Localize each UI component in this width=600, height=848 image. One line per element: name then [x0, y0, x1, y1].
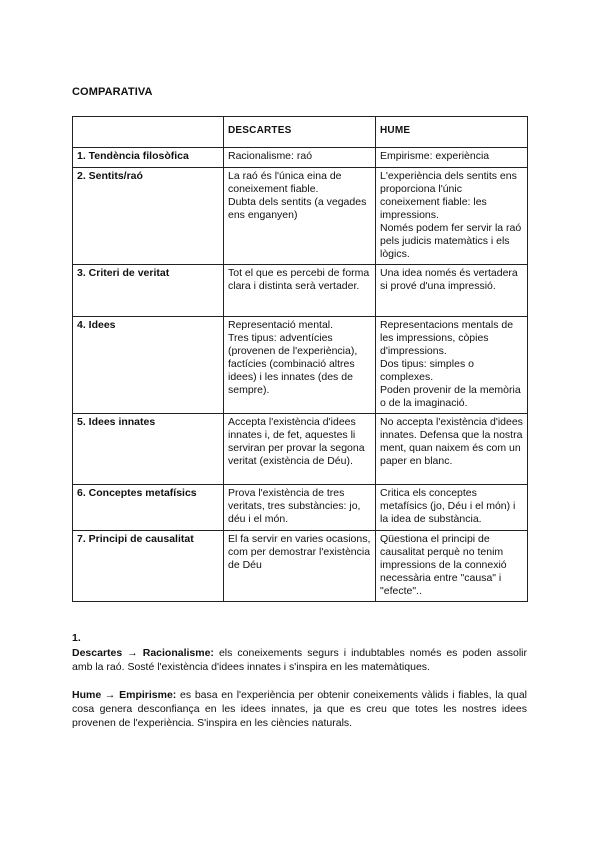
table-row	[73, 317, 528, 414]
hume-text: es basa en l'experiència per obtenir coneixements vàlids i fiables, la qual cosa genera desconfiança en les idees innates, ja que es creu que totes les nostres idees provenen de l'experiència. S'inspira en les ciències naturals.	[72, 689, 527, 729]
header-empty-cell	[73, 117, 224, 148]
descartes-cell: Representació mental. Tres tipus: adventícies (provenen de l'experiència), factícies (combinació altres idees) i les innates (des de sempre).	[224, 317, 376, 414]
hume-paragraph	[72, 688, 527, 730]
criterion-cell: 2. Sentits/raó	[73, 168, 224, 265]
descartes-lead: Descartes → Racionalisme:	[72, 647, 214, 659]
hume-cell: Representacions mentals de les impressions, còpies d'impressions. Dos tipus: simples o complexes. Poden provenir de la memòria o de la imaginació.	[376, 317, 528, 414]
table-row	[73, 168, 528, 265]
hume-cell: Empirisme: experiència	[376, 148, 528, 168]
criterion-cell: 6. Conceptes metafísics	[73, 485, 224, 531]
comparison-table	[72, 116, 528, 602]
descartes-cell: Racionalisme: raó	[224, 148, 376, 168]
header-descartes: DESCARTES	[224, 117, 376, 148]
hume-cell: Qüestiona el principi de causalitat perquè no tenim impressions de la connexió necessària entre "causa" i "efecte"..	[376, 531, 528, 602]
descartes-cell: Accepta l'existència d'idees innates i, de fet, aquestes li serviran per provar la segona veritat (existència de Déu).	[224, 414, 376, 485]
hume-cell: Una idea només és vertadera si prové d'una impressió.	[376, 265, 528, 317]
header-hume: HUME	[376, 117, 528, 148]
descartes-text: els coneixements segurs i indubtables només es poden assolir amb la raó. Sosté l'existència d'idees innates i s'inspira en les matemàtiques.	[72, 647, 527, 673]
hume-cell: Critica els conceptes metafísics (jo, Déu i el món) i la idea de substància.	[376, 485, 528, 531]
descartes-cell: Tot el que es percebi de forma clara i distinta serà vertader.	[224, 265, 376, 317]
table-row	[73, 531, 528, 602]
descartes-paragraph	[72, 646, 527, 674]
criterion-cell: 3. Criteri de veritat	[73, 265, 224, 317]
notes-section	[72, 631, 527, 730]
criterion-cell: 1. Tendència filosòfica	[73, 148, 224, 168]
table-row	[73, 148, 528, 168]
paragraph-gap	[72, 674, 527, 688]
table-row	[73, 265, 528, 317]
criterion-cell: 5. Idees innates	[73, 414, 224, 485]
page-title: COMPARATIVA	[72, 86, 153, 98]
table-row	[73, 485, 528, 531]
section-number: 1.	[72, 632, 81, 644]
criterion-cell: 7. Principi de causalitat	[73, 531, 224, 602]
table-header-row	[73, 117, 528, 148]
descartes-cell: La raó és l'única eina de coneixement fiable. Dubta dels sentits (a vegades ens enganyen)	[224, 168, 376, 265]
descartes-cell: El fa servir en varies ocasions, com per demostrar l'existència de Déu	[224, 531, 376, 602]
hume-cell: L'experiència dels sentits ens proporciona l'únic coneixement fiable: les impressions. Només podem fer servir la raó pels judicis matemàtics i els lògics.	[376, 168, 528, 265]
hume-lead: Hume → Empirisme:	[72, 689, 177, 701]
table-row	[73, 414, 528, 485]
hume-cell: No accepta l'existència d'idees innates. Defensa que la nostra ment, quan naixem és com un paper en blanc.	[376, 414, 528, 485]
criterion-cell: 4. Idees	[73, 317, 224, 414]
descartes-cell: Prova l'existència de tres veritats, tres substàncies: jo, déu i el món.	[224, 485, 376, 531]
